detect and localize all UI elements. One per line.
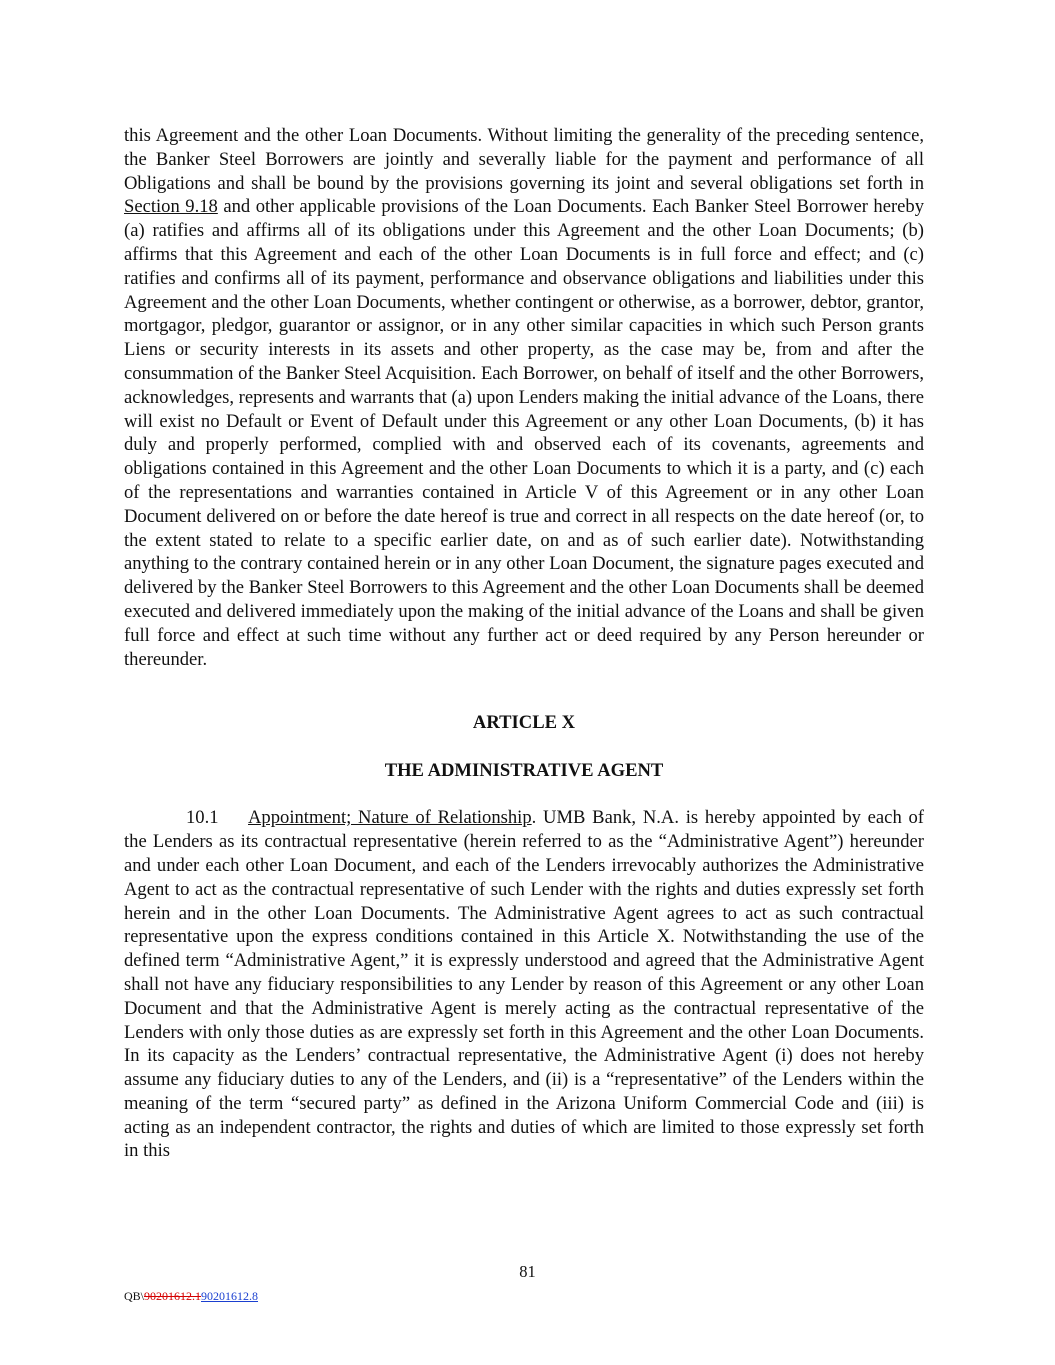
page-number: 81 xyxy=(519,1262,536,1281)
doc-prefix: QB\ xyxy=(124,1289,145,1303)
section-body: . UMB Bank, N.A. is hereby appointed by each of the Lenders as its contractual representative (herein referred to as the “Administrative Agent”) hereunder and under each other Loan Document, and each of the Lenders irrevocably authorizes the Administrative Agent to act as the contractual representative of such Lender with the rights and duties expressly set forth herein and in the other Loan Documents. The Administrative Agent agrees to act as such contractual representative upon the express conditions contained in this Article X. Notwithstanding the use of the defined term “Administrative Agent,” it is expressly understood and agreed that the Administrative Agent shall not have any fiduciary responsibilities to any Lender by reason of this Agreement or any other Loan Document and that the Administrative Agent is merely acting as the contractual representative of the Lenders with only those duties as are expressly set forth in this Agreement and the other Loan Documents. In its capacity as the Lenders’ contractual representative, the Administrative Agent (i) does not hereby assume any fiduciary duties to any of the Lenders, and (ii) is a “representative” of the Lenders within the meaning of the term “secured party” as defined in the Arizona Uniform Commercial Code and (iii) is acting as an independent contractor, the rights and duties of which are limited to those expressly set forth in this xyxy=(124,807,924,1162)
section-reference-link[interactable]: Section 9.18 xyxy=(124,196,218,218)
article-title: ARTICLE X xyxy=(472,712,576,734)
document-page xyxy=(124,124,924,1163)
doc-id-inserted: 90201612.8 xyxy=(201,1289,259,1303)
doc-id-deleted: 90201612.1 xyxy=(144,1289,202,1303)
paragraph-text: this Agreement and the other Loan Documents. Without limiting the generality of the preceding sentence, the Banker Steel Borrowers are jointly and severally liable for the payment and performance of all Obligations and shall be bound by the provisions governing its joint and several obligations set forth in xyxy=(124,125,924,194)
document-id xyxy=(124,1289,258,1304)
paragraph-text: and other applicable provisions of the Loan Documents. Each Banker Steel Borrower hereby (a) ratifies and affirms all of its obligations under this Agreement and the other Loan Documents; (b) affirms that this Agreement and each of the other Loan Documents is in full force and effect; and (c) ratifies and confirms all of its payment, performance and observance obligations and liabilities under this Agreement and the other Loan Documents, whether contingent or otherwise, as a borrower, debtor, grantor, mortgagor, pledgor, guarantor or assignor, or in any other similar capacities in which such Person grants Liens or security interests in its assets and other property, as the case may be, from and after the consummation of the Banker Steel Acquisition. Each Borrower, on behalf of itself and the other Borrowers, acknowledges, represents and warrants that (a) upon Lenders making the initial advance of the Loans, there will exist no Default or Event of Default under this Agreement or any other Loan Documents, (b) it has duly and properly performed, complied with and observed each of its covenants, agreements and obligations contained in this Agreement and the other Loan Documents to which it is a party, and (c) each of the representations and warranties contained in Article V of this Agreement or in any other Loan Document delivered on or before the date hereof is true and correct in all respects on the date hereof (or, to the extent stated to relate to a specific earlier date, on and as of such earlier date). Notwithstanding anything to the contrary contained herein or in any other Loan Document, the signature pages executed and delivered by the Banker Steel Borrowers to this Agreement and the other Loan Documents shall be deemed executed and delivered immediately upon the making of the initial advance of the Loans and shall be given full force and effect at such time without any further act or deed required by any Person hereunder or thereunder. xyxy=(124,196,924,670)
article-subtitle: THE ADMINISTRATIVE AGENT xyxy=(384,760,664,782)
section-heading: Appointment; Nature of Relationship xyxy=(248,807,532,829)
section-number: 10.1 xyxy=(186,807,219,829)
section-10-1 xyxy=(124,806,924,1163)
paragraph-banker-steel xyxy=(124,124,924,671)
